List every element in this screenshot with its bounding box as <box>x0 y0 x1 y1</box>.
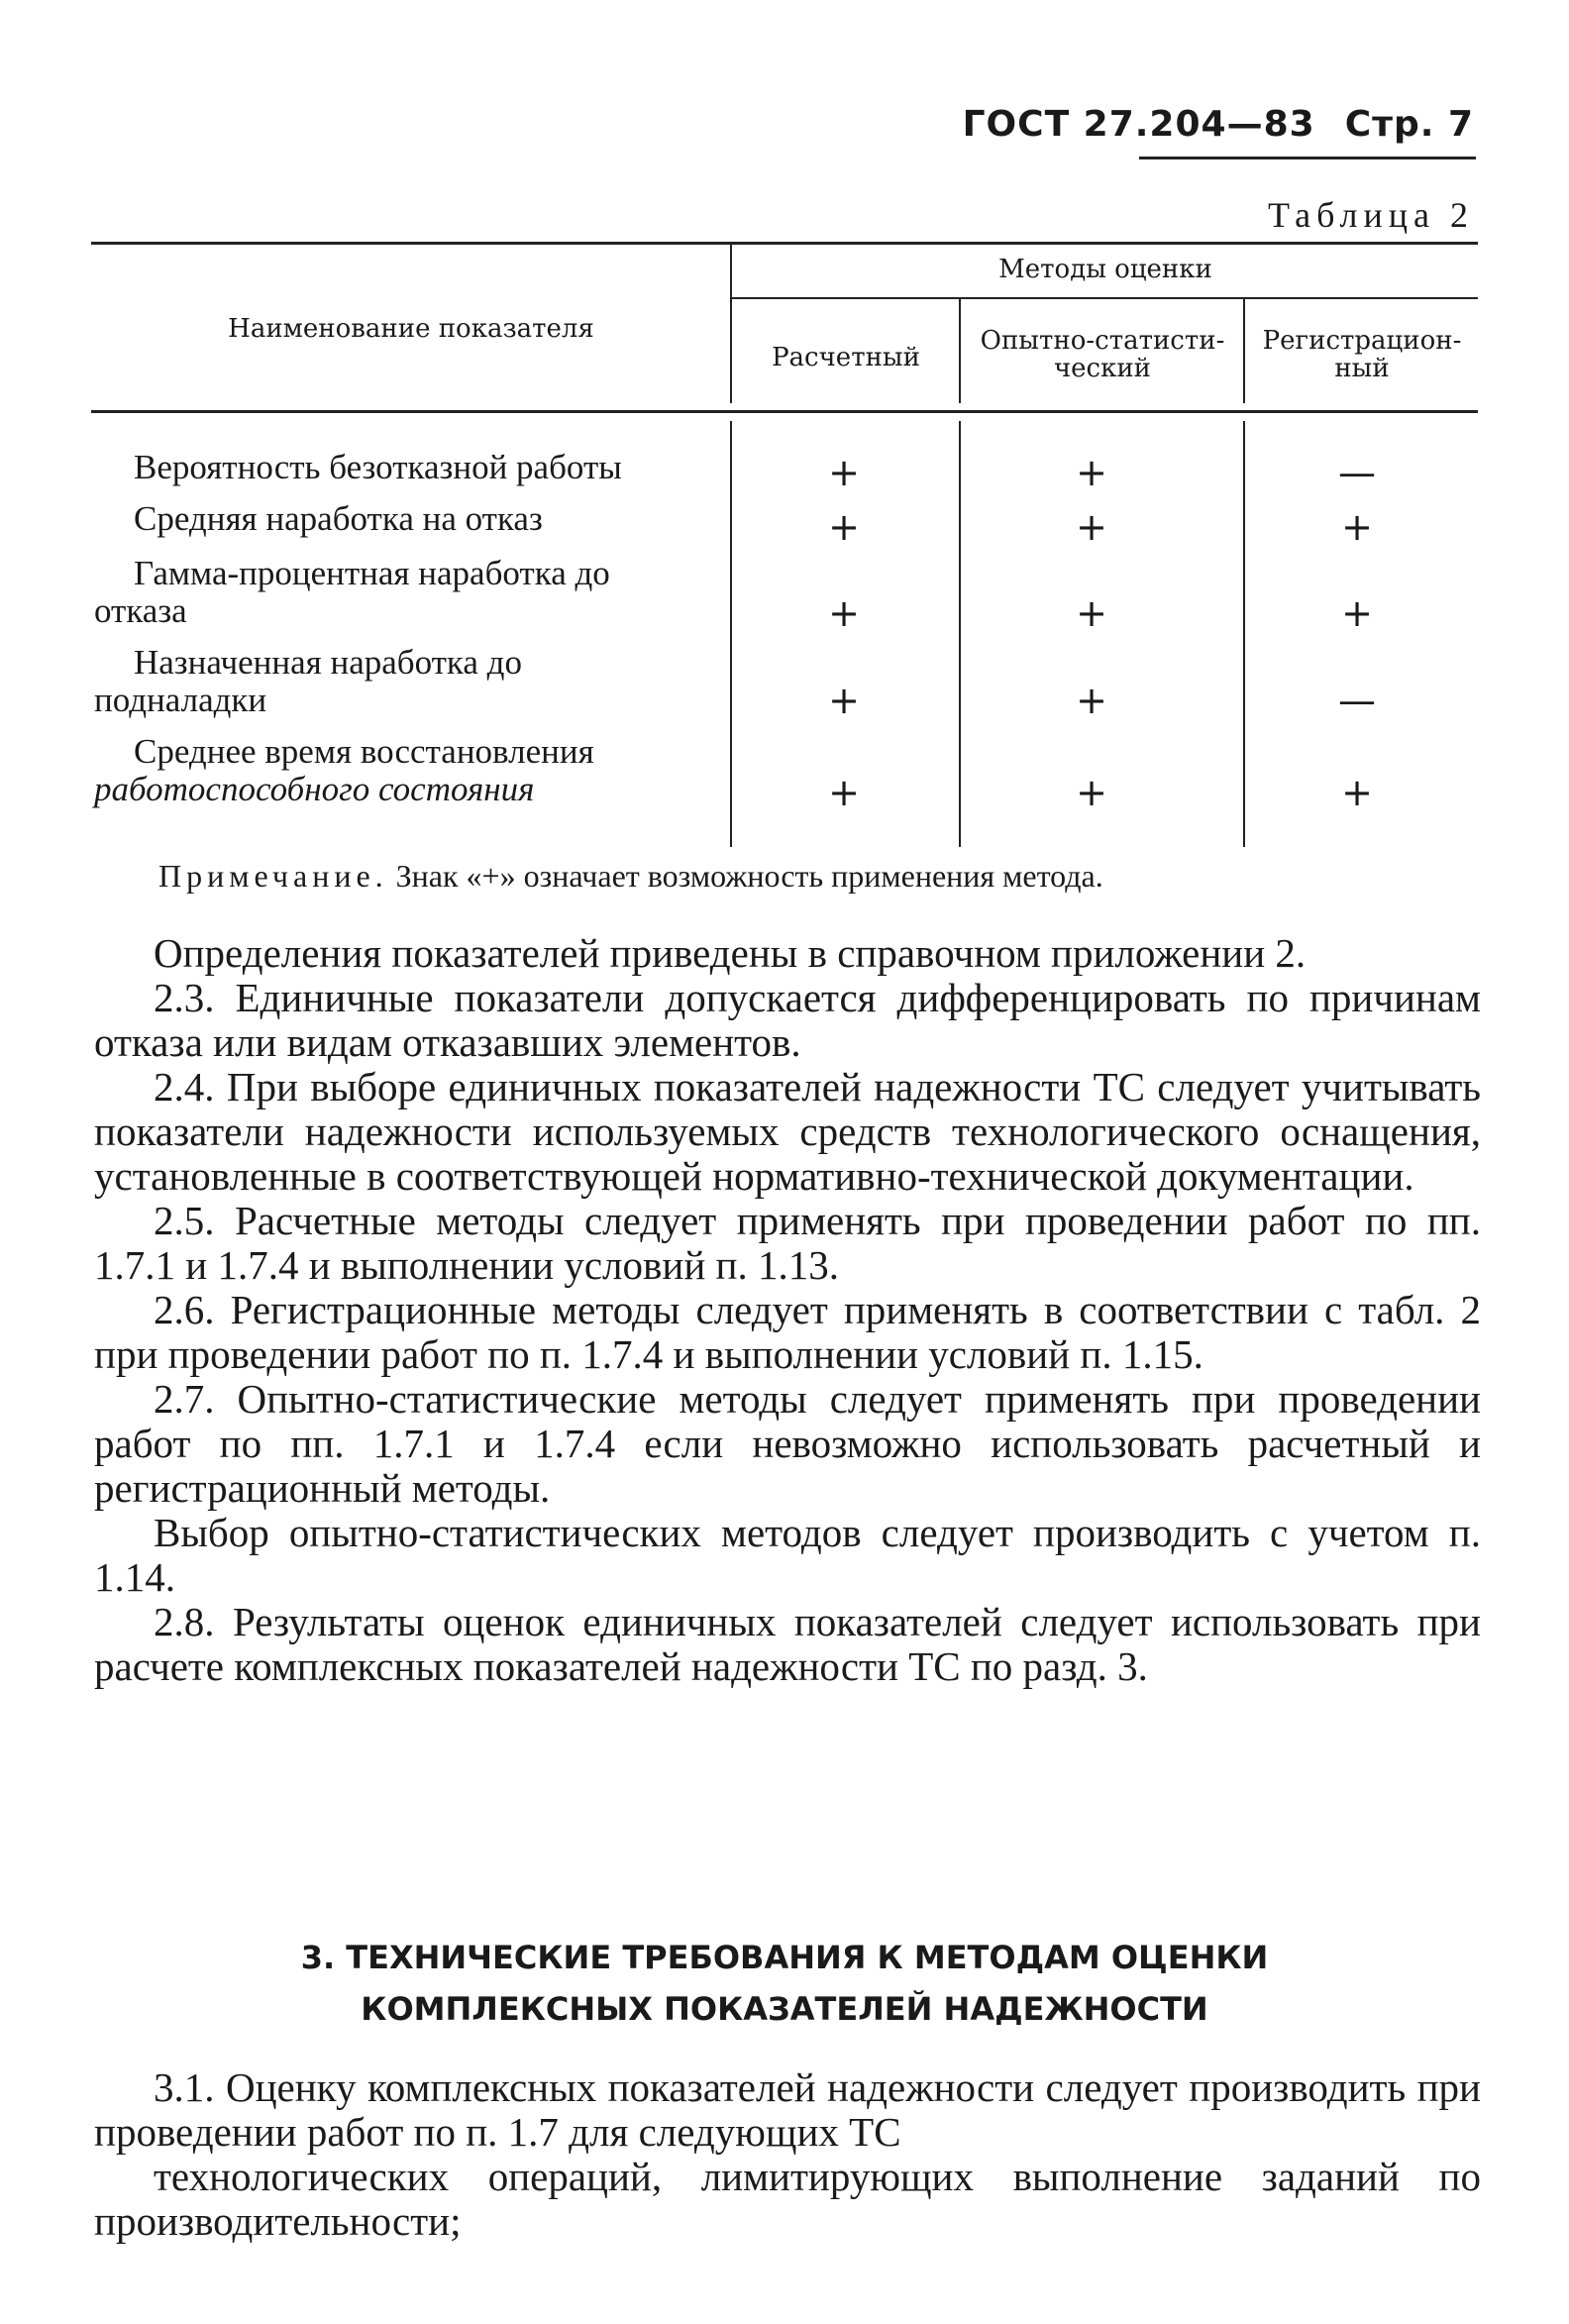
mark-2-exp: + <box>1076 505 1107 549</box>
mark-5-reg: + <box>1341 771 1373 814</box>
row-name-4: Назначенная наработка до подналадки <box>94 643 522 719</box>
col-header-calc: Расчетный <box>772 343 920 372</box>
row-name-1: Вероятность безотказной работы <box>134 448 622 486</box>
col-header-methods: Методы оценки <box>998 255 1212 284</box>
mark-2-calc: + <box>828 505 860 549</box>
body-section-3 <box>94 2065 1481 2244</box>
paragraph-2-3: 2.3. Единичные показатели допускается дифференцировать по причинам отказа или видам отказавших элементов. <box>94 975 1481 1065</box>
mark-3-reg: + <box>1341 591 1373 635</box>
col-header-name: Наименование показателя <box>228 314 594 344</box>
paragraph-selection: Выбор опытно-статистических методов следует производить с учетом п. 1.14. <box>94 1510 1481 1600</box>
paragraph-definitions: Определения показателей приведены в справочном приложении 2. <box>154 930 1307 976</box>
row-name-5: Среднее время восстановления работоспособного состояния <box>94 732 594 808</box>
methods-rule <box>731 297 1478 299</box>
section-3-title-line2: КОМПЛЕКСНЫХ ПОКАЗАТЕЛЕЙ НАДЕЖНОСТИ <box>361 1990 1208 2028</box>
col-divider-3 <box>1243 299 1245 403</box>
page-number: Стр. 7 <box>1344 104 1474 145</box>
methods-table <box>0 0 1569 892</box>
paragraph-3-1-item: технологических операций, лимитирующих выполнение заданий по производительности; <box>94 2154 1481 2244</box>
row-name-2: Средняя наработка на отказ <box>134 499 543 538</box>
row-name-3: Гамма-процентная наработка до отказа <box>94 554 610 630</box>
paragraph-2-7: 2.7. Опытно-статистические методы следует применять при проведении работ по пп. 1.7.1 и 1.7.4 если невозможно использовать расчетный и регистрационный методы. <box>94 1376 1481 1511</box>
section-3-title <box>0 1932 1569 2035</box>
col-header-experimental: Опытно-статисти- ческий <box>980 326 1225 383</box>
mark-4-calc: + <box>828 679 860 722</box>
table-label: Таблица 2 <box>1268 195 1474 235</box>
paragraph-2-8: 2.8. Результаты оценок единичных показателей следует использовать при расчете комплексных показателей надежности ТС по разд. 3. <box>94 1599 1481 1689</box>
paragraph-2-5: 2.5. Расчетные методы следует применять при проведении работ по пп. 1.7.1 и 1.7.4 и выполнении условий п. 1.13. <box>94 1198 1481 1288</box>
mark-1-exp: + <box>1076 451 1107 494</box>
paragraph-2-6: 2.6. Регистрационные методы следует применять в соответствии с табл. 2 при проведении работ по п. 1.7.4 и выполнении условий п. 1.15. <box>94 1287 1481 1377</box>
body-divider-2 <box>959 421 961 847</box>
mark-1-reg: — <box>1338 451 1376 494</box>
col-header-registration: Регистрацион- ный <box>1262 326 1462 383</box>
col-divider-1 <box>730 245 732 403</box>
body-divider-3 <box>1243 421 1245 847</box>
mark-2-reg: + <box>1341 505 1373 549</box>
header-bottom-rule <box>91 410 1478 413</box>
mark-3-exp: + <box>1076 591 1107 635</box>
section-3-title-line1: 3. ТЕХНИЧЕСКИЕ ТРЕБОВАНИЯ К МЕТОДАМ ОЦЕНКИ <box>300 1939 1269 1976</box>
mark-3-calc: + <box>828 591 860 635</box>
note-text: Знак «+» означает возможность применения метода. <box>395 858 1103 894</box>
mark-4-exp: + <box>1076 679 1107 722</box>
table-top-rule <box>91 242 1478 245</box>
mark-5-exp: + <box>1076 771 1107 814</box>
paragraph-3-1: 3.1. Оценку комплексных показателей надежности следует производить при проведении работ по п. 1.7 для следующих ТС <box>94 2064 1481 2155</box>
standard-number: ГОСТ 27.204—83 <box>962 104 1315 145</box>
body-divider-1 <box>730 421 732 847</box>
table-note <box>158 858 1103 895</box>
mark-1-calc: + <box>828 451 860 494</box>
mark-4-reg: — <box>1338 679 1376 722</box>
col-divider-2 <box>959 299 961 403</box>
paragraph-2-4: 2.4. При выборе единичных показателей надежности ТС следует учитывать показатели надежности используемых средств технологического оснащения, установленные в соответствующей нормативно-технической документации. <box>94 1064 1481 1199</box>
body-section-2 <box>94 931 1481 1689</box>
note-label: Примечание. <box>158 858 388 894</box>
mark-5-calc: + <box>828 771 860 814</box>
